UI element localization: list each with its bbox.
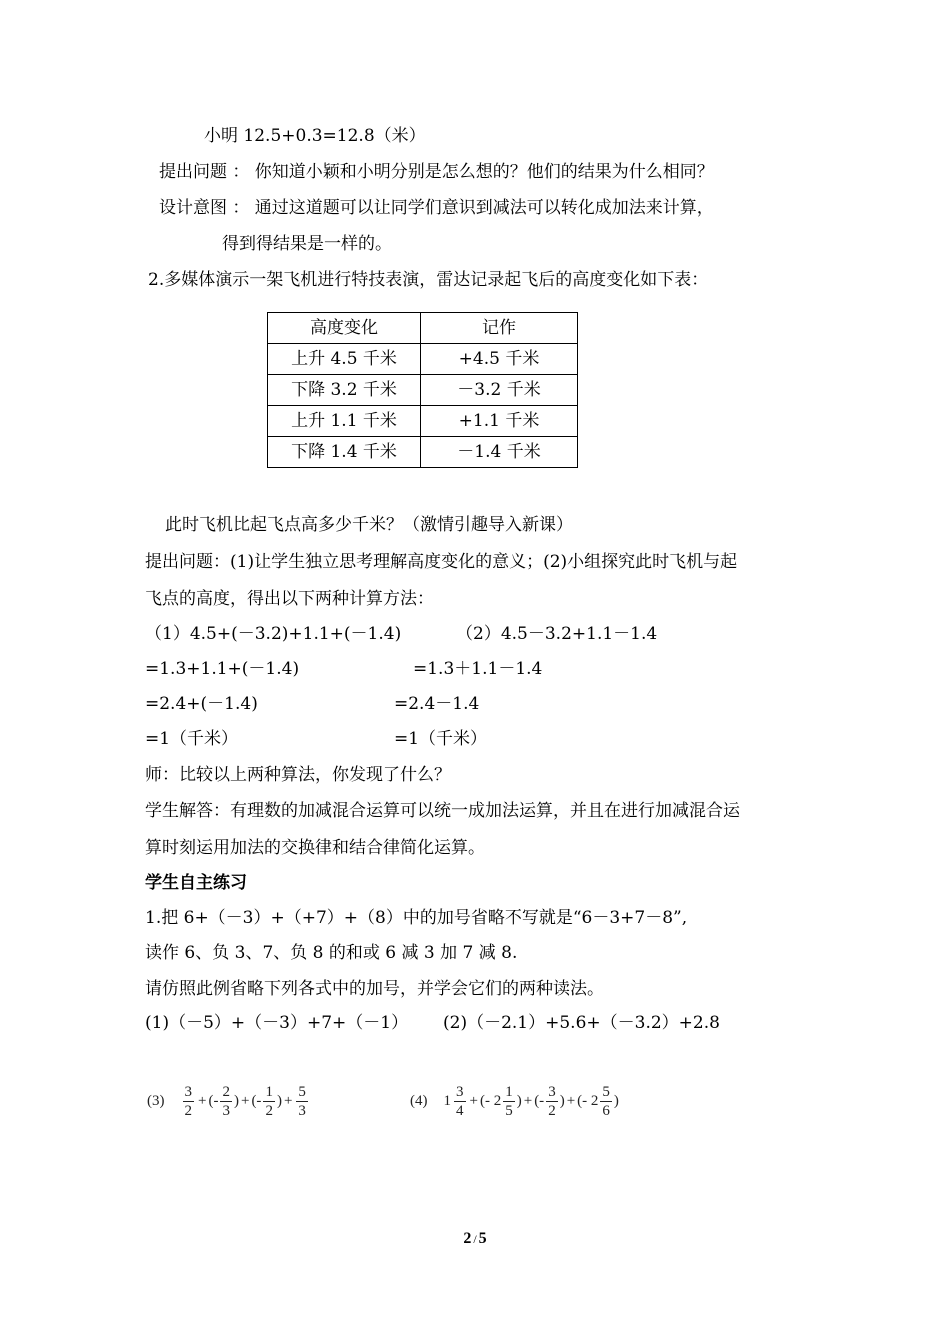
- problem-2: (2)（－2.1）+5.6+（－3.2）+2.8: [443, 1013, 720, 1033]
- fraction: $\frac{2}{3}$: [222, 1084, 230, 1119]
- problem-3: (3) $\frac{3}{2}$ + (- $\frac{2}{3}$ ) + (- $\frac{1}{2}$ ) + $\frac{5}{3}$: [147, 1084, 306, 1119]
- method-2-result: =1（千米）: [394, 729, 488, 749]
- exercise-1-line-2: 读作 6、负 3、7、负 8 的和或 6 减 3 加 7 减 8.: [145, 943, 518, 963]
- exercise-1-line-1: 1.把 6+（－3）+（+7）+（8）中的加号省略不写就是“6－3+7－8”,: [145, 908, 688, 928]
- problem-4: (4) 1 $\frac{3}{4}$ + (- 2 $\frac{1}{5}$ ) + (- $\frac{3}{2}$ ) + (- 2 $\frac{5}{6}$ ): [410, 1084, 619, 1119]
- table-header-row: [268, 313, 578, 344]
- table-row: [268, 375, 578, 406]
- table-row: [268, 344, 578, 375]
- ask-question-line-2a: 提出问题：(1)让学生独立思考理解高度变化的意义；(2)小组探究此时飞机与起: [145, 552, 738, 572]
- table-cell: －1.4 千米: [421, 437, 578, 468]
- fraction: $\frac{3}{4}$: [456, 1084, 464, 1119]
- table-cell: +1.1 千米: [421, 406, 578, 437]
- problem-1: (1)（－5）+（－3）+7+（－1）: [145, 1013, 409, 1033]
- height-change-table: [267, 312, 578, 468]
- student-answer-line-1: 学生解答：有理数的加减混合运算可以统一成加法运算，并且在进行加减混合运: [145, 801, 740, 821]
- fraction: $\frac{1}{5}$: [505, 1084, 513, 1119]
- table-cell: 上升 4.5 千米: [268, 344, 421, 375]
- method-1-result: =1（千米）: [145, 729, 239, 749]
- design-intent-line-1: 设计意图 ： 通过这道题可以让同学们意识到减法可以转化成加法来计算，: [159, 198, 714, 218]
- table-cell: 上升 1.1 千米: [268, 406, 421, 437]
- problem-3-label: (3): [147, 1093, 165, 1109]
- method-2-step-3: =2.4－1.4: [394, 694, 480, 714]
- method-2-step-2: =1.3＋1.1－1.4: [413, 659, 543, 679]
- method-1-step-1: （1）4.5+(－3.2)+1.1+(－1.4): [145, 624, 402, 644]
- fraction: $\frac{3}{2}$: [548, 1084, 556, 1119]
- problem-4-label: (4): [410, 1093, 428, 1109]
- task-2-line: 2.多媒体演示一架飞机进行特技表演，雷达记录起飞后的高度变化如下表：: [148, 270, 709, 290]
- table-cell: +4.5 千米: [421, 344, 578, 375]
- method-2-step-1: （2）4.5－3.2+1.1－1.4: [456, 624, 658, 644]
- fraction: $\frac{5}{3}$: [298, 1084, 306, 1119]
- student-answer-line-2: 算时刻运用加法的交换律和结合律简化运算。: [145, 838, 485, 858]
- fraction: $\frac{3}{2}$: [184, 1084, 192, 1119]
- table-row: [268, 406, 578, 437]
- method-1-step-3: =2.4+(－1.4): [145, 694, 258, 714]
- table-header-cell: 记作: [421, 313, 578, 344]
- design-intent-line-2: 得到得结果是一样的。: [222, 234, 392, 254]
- table-cell: －3.2 千米: [421, 375, 578, 406]
- ask-question-line-1: 提出问题 ： 你知道小颖和小明分别是怎么想的？他们的结果为什么相同？: [159, 162, 714, 182]
- exercise-1-line-3: 请仿照此例省略下列各式中的加号，并学会它们的两种读法。: [145, 979, 604, 999]
- fraction: $\frac{5}{6}$: [602, 1084, 610, 1119]
- xiaoming-line: 小明 12.5+0.3=12.8（米）: [204, 126, 426, 146]
- page-number: 2 / 5: [463, 1230, 487, 1247]
- method-1-step-2: =1.3+1.1+(－1.4): [145, 659, 300, 679]
- teacher-line: 师：比较以上两种算法，你发现了什么？: [145, 765, 451, 785]
- table-cell: 下降 3.2 千米: [268, 375, 421, 406]
- practice-heading: 学生自主练习: [145, 873, 247, 893]
- ask-question-line-2b: 飞点的高度，得出以下两种计算方法：: [145, 589, 434, 609]
- fraction: $\frac{1}{2}$: [265, 1084, 273, 1119]
- table-row: [268, 437, 578, 468]
- table-cell: 下降 1.4 千米: [268, 437, 421, 468]
- question-line: 此时飞机比起飞点高多少千米？（激情引趣导入新课）: [165, 515, 573, 535]
- table-header-cell: 高度变化: [268, 313, 421, 344]
